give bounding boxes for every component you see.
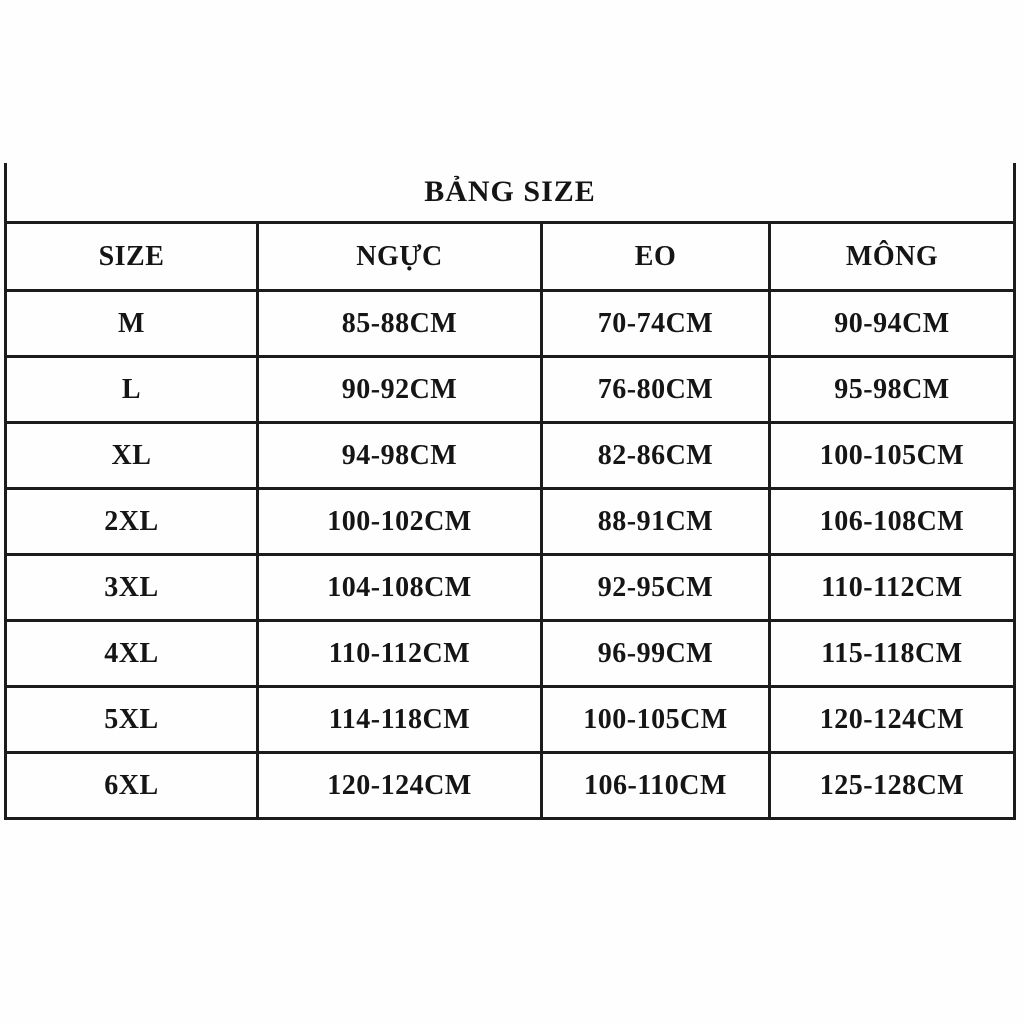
table-row [6, 489, 1015, 555]
hip-cell: 115-118CM [770, 621, 1015, 687]
hip-cell: 125-128CM [770, 753, 1015, 819]
size-table [4, 163, 1016, 820]
column-header-size: SIZE [6, 223, 258, 291]
table-row [6, 687, 1015, 753]
column-header-hip: MÔNG [770, 223, 1015, 291]
table-row [6, 753, 1015, 819]
hip-cell: 95-98CM [770, 357, 1015, 423]
size-cell: L [6, 357, 258, 423]
waist-cell: 96-99CM [542, 621, 770, 687]
chest-cell: 90-92CM [258, 357, 542, 423]
chest-cell: 120-124CM [258, 753, 542, 819]
hip-cell: 106-108CM [770, 489, 1015, 555]
waist-cell: 82-86CM [542, 423, 770, 489]
chest-cell: 114-118CM [258, 687, 542, 753]
waist-cell: 92-95CM [542, 555, 770, 621]
size-cell: M [6, 291, 258, 357]
table-row [6, 423, 1015, 489]
waist-cell: 106-110CM [542, 753, 770, 819]
waist-cell: 100-105CM [542, 687, 770, 753]
chest-cell: 110-112CM [258, 621, 542, 687]
table-row [6, 621, 1015, 687]
chest-cell: 100-102CM [258, 489, 542, 555]
column-header-chest: NGỰC [258, 223, 542, 291]
hip-cell: 90-94CM [770, 291, 1015, 357]
size-cell: 5XL [6, 687, 258, 753]
chest-cell: 104-108CM [258, 555, 542, 621]
hip-cell: 120-124CM [770, 687, 1015, 753]
chest-cell: 94-98CM [258, 423, 542, 489]
hip-cell: 110-112CM [770, 555, 1015, 621]
size-cell: 4XL [6, 621, 258, 687]
size-cell: 6XL [6, 753, 258, 819]
waist-cell: 88-91CM [542, 489, 770, 555]
chest-cell: 85-88CM [258, 291, 542, 357]
hip-cell: 100-105CM [770, 423, 1015, 489]
size-cell: 2XL [6, 489, 258, 555]
title-row [6, 163, 1015, 223]
table-row [6, 555, 1015, 621]
size-cell: 3XL [6, 555, 258, 621]
size-cell: XL [6, 423, 258, 489]
header-row [6, 223, 1015, 291]
column-header-waist: EO [542, 223, 770, 291]
table-row [6, 357, 1015, 423]
waist-cell: 76-80CM [542, 357, 770, 423]
table-row [6, 291, 1015, 357]
table-title: BẢNG SIZE [6, 163, 1015, 223]
waist-cell: 70-74CM [542, 291, 770, 357]
